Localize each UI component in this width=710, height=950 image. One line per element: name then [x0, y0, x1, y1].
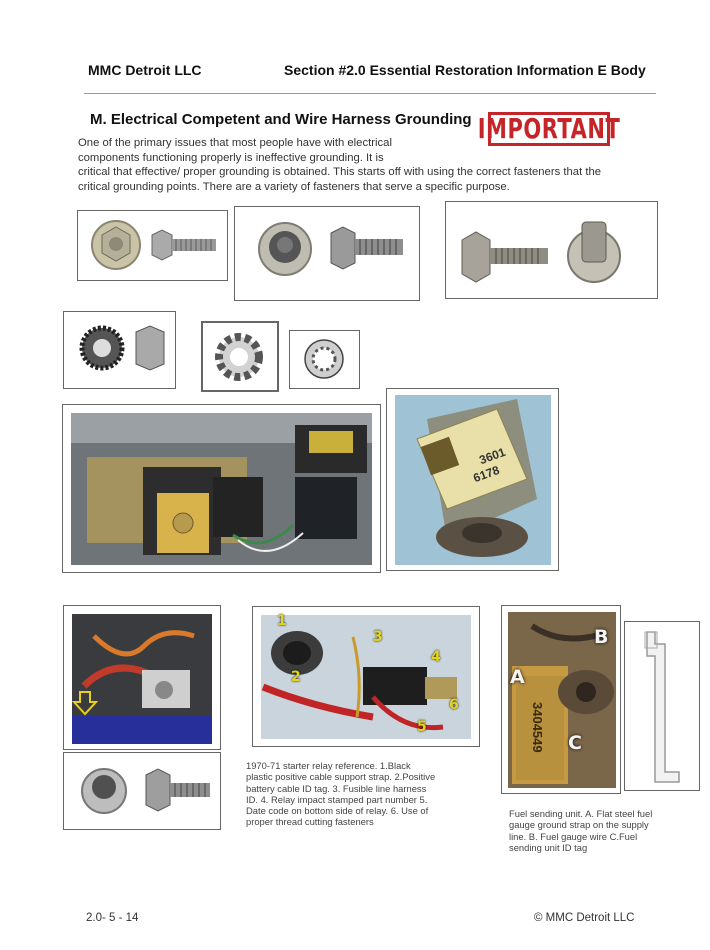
photo-ground-strap-part — [624, 621, 700, 791]
washer-photo — [290, 331, 359, 388]
company-name: MMC Detroit LLC — [88, 62, 202, 78]
relay-label-5: 5 — [417, 719, 427, 735]
relay-label-4: 4 — [431, 649, 441, 665]
intro-paragraph — [78, 136, 668, 194]
page-number: 2.0- 5 - 14 — [86, 912, 139, 924]
fastener-photo — [78, 211, 227, 280]
header-divider — [84, 93, 656, 94]
relay-label-2: 2 — [291, 669, 301, 685]
relay-label-6: 6 — [449, 697, 459, 713]
photo-thread-cutting-pair — [445, 201, 658, 299]
intro-line: One of the primary issues that most people have with electrical — [78, 137, 392, 149]
caption-line: Date code on bottom side of relay. 6. Use of — [246, 805, 429, 817]
fuel-label-a: A — [510, 666, 525, 688]
caption-line: Fuel sending unit. A. Flat steel fuel — [509, 808, 653, 819]
photo-fuel-sending-unit — [501, 605, 621, 794]
intro-line: critical that effective/ proper grounding is obtained. This starts off with using the correct fasteners that the — [78, 166, 602, 179]
photo-flange-bolt-pair-1 — [77, 210, 228, 281]
relay-label-3: 3 — [373, 629, 383, 645]
photo-internal-tooth-washer — [289, 330, 360, 389]
section-title-header: Section #2.0 Essential Restoration Information E Body — [284, 62, 646, 78]
photo-serrated-nut — [63, 311, 176, 389]
important-stamp-text: IMPORTANT — [477, 113, 621, 145]
page-title: M. Electrical Competent and Wire Harness Grounding — [90, 111, 472, 128]
fastener-photo — [64, 312, 175, 388]
fuel-label-c: C — [568, 732, 582, 754]
photo-starter-relay-reference — [252, 606, 480, 747]
fuel-caption — [509, 808, 699, 853]
photo-external-tooth-washer — [201, 321, 279, 392]
engine-bay-photo — [63, 405, 380, 572]
intro-line: components functioning properly is ineffective grounding. It is — [78, 151, 384, 164]
fastener-photo — [64, 753, 220, 829]
copyright: © MMC Detroit LLC — [534, 912, 635, 924]
fastener-photo — [235, 207, 419, 300]
fuel-label-b: B — [594, 626, 609, 648]
caption-line: gauge ground strap on the supply — [509, 819, 649, 831]
relay-label-1: 1 — [277, 613, 287, 629]
ground-strap-photo — [625, 622, 699, 790]
photo-starter-relay-location — [63, 605, 221, 750]
fastener-photo — [446, 202, 657, 298]
caption-line: ID. 4. Relay impact stamped part number 5. — [246, 793, 428, 805]
relay-caption — [246, 760, 471, 828]
ground-strap-photo — [387, 389, 558, 570]
photo-relay-fastener — [63, 752, 221, 830]
caption-line: plastic positive cable support strap. 2.Positive — [246, 771, 436, 783]
tag-code: 6178 — [471, 462, 502, 486]
intro-line: critical grounding points. There are a variety of fasteners that serve a specific purpose. — [78, 180, 510, 193]
caption-line: 1970-71 starter relay reference. 1.Black — [246, 760, 411, 771]
engine-bay-photo — [64, 606, 220, 749]
photo-washer-bolt-pair — [234, 206, 420, 301]
photo-ground-strap-tag — [386, 388, 559, 571]
caption-line: line. B. Fuel gauge wire C.Fuel — [509, 830, 638, 842]
sending-unit-id: 3404549 — [530, 702, 545, 753]
washer-photo — [203, 323, 277, 390]
caption-line: proper thread cutting fasteners — [246, 816, 374, 828]
photo-voltage-regulator — [62, 404, 381, 573]
tag-part-number: 3601 — [477, 444, 508, 468]
caption-line: battery cable ID tag. 3. Fusible line harness — [246, 782, 427, 794]
caption-line: sending unit ID tag — [509, 841, 588, 853]
